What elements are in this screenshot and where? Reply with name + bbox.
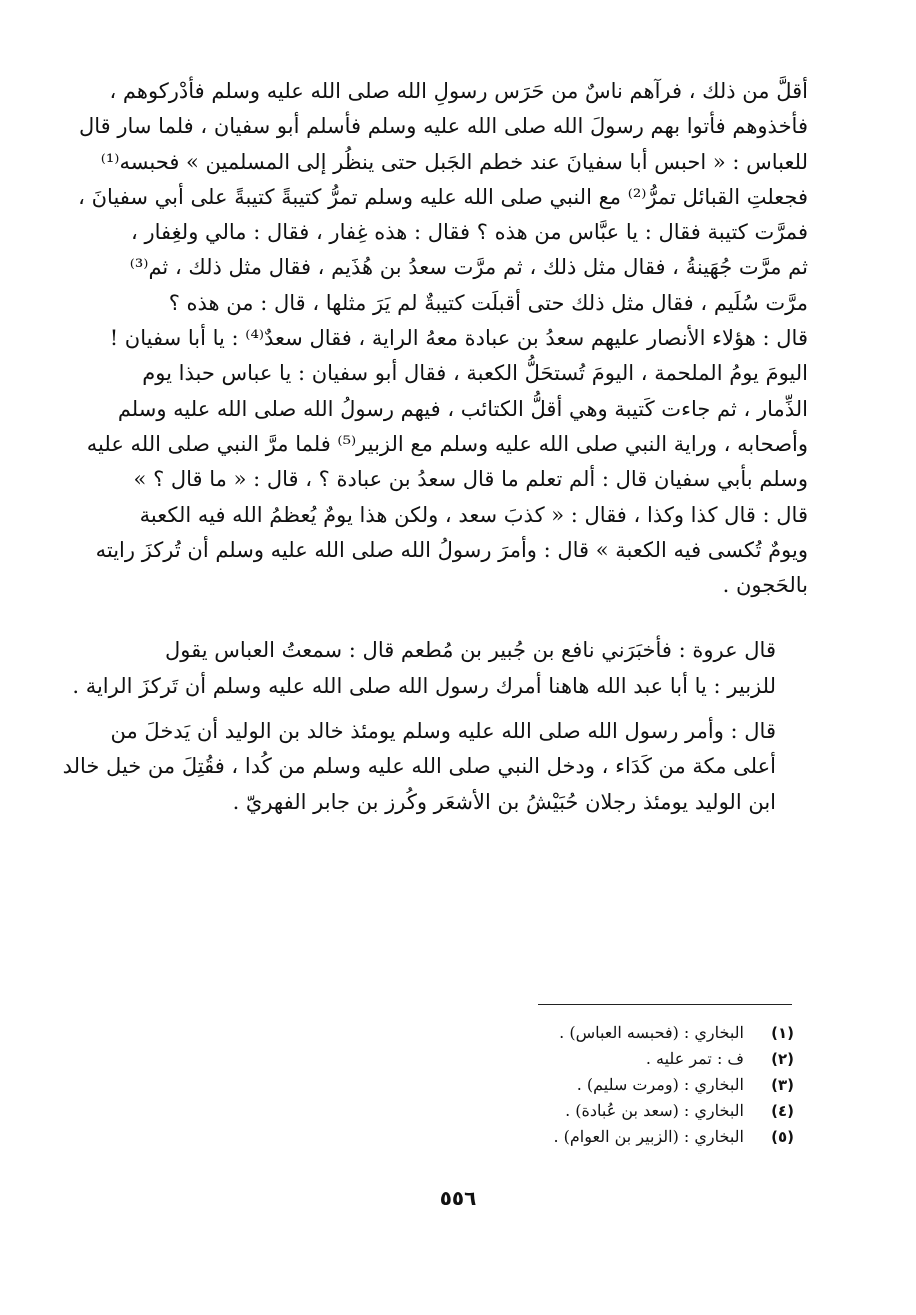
footnote-number: (٢) xyxy=(771,1050,794,1068)
paragraph-3 xyxy=(62,714,808,820)
footnote-number: (٥) xyxy=(771,1128,794,1146)
footnote-text: البخاري : (سعد بن عُبادة) . xyxy=(565,1101,744,1120)
paragraph-1 xyxy=(78,74,808,603)
text-line: قال : هؤلاء الأنصار عليهم سعدُ بن عبادة معهُ الراية ، فقال سعدٌ⁽⁴⁾ : يا أبا سفيان ! xyxy=(109,326,808,351)
text-line: فمرَّت كتيبة فقال : يا عبَّاس من هذه ؟ فقال : هذه غِفار ، فقال : مالي ولغِفار ، xyxy=(131,220,808,245)
text-line: أقلَّ من ذلك ، فرآهم ناسٌ من حَرَس رسولِ الله صلى الله عليه وسلم فأدْركوهم ، xyxy=(109,79,808,103)
footnote-divider xyxy=(538,1004,792,1005)
text-line: ويومٌ تُكسى فيه الكعبة » قال : وأمرَ رسولُ الله صلى الله عليه وسلم أن تُركزَ رايته xyxy=(95,537,808,562)
footnote-item xyxy=(294,1020,794,1046)
text-line: قال عروة : فأخبَرَني نافع بن جُبير بن مُطعم قال : سمعتُ العباس يقول xyxy=(164,638,776,663)
page-number: ٥٥٦ xyxy=(439,1186,477,1210)
footnote-item xyxy=(294,1072,794,1098)
text-line: للزبير : يا أبا عبد الله هاهنا أمرك رسول الله صلى الله عليه وسلم أن تَركزَ الراية . xyxy=(72,673,776,698)
footnote-number: (٤) xyxy=(771,1102,794,1120)
footnotes-section xyxy=(294,1020,794,1150)
text-line: للعباس : « احبس أبا سفيانَ عند خطم الجَبل حتى ينظُر إلى المسلمين » فحبسه⁽¹⁾ xyxy=(100,149,808,174)
footnote-number: (٣) xyxy=(771,1076,794,1094)
footnote-item xyxy=(294,1046,794,1072)
footnote-text: ف : تمر عليه . xyxy=(645,1049,744,1068)
text-line: وسلم بأبي سفيان قال : ألم تعلم ما قال سعدُ بن عبادة ؟ ، قال : « ما قال ؟ » xyxy=(133,467,808,492)
footnote-text: البخاري : (ومرت سليم) . xyxy=(576,1075,744,1094)
main-text-body xyxy=(62,74,808,820)
text-line: قال : وأمر رسول الله صلى الله عليه وسلم يومئذ خالد بن الوليد أن يَدخلَ من xyxy=(110,719,776,744)
text-line: ابن الوليد يومئذ رجلان حُبَيْشُ بن الأشعَر وكُرز بن جابر الفهريّ . xyxy=(232,789,776,814)
text-line: قال : قال كذا وكذا ، فقال : « كذبَ سعد ، ولكن هذا يومٌ يُعظمُ الله فيه الكعبة xyxy=(139,502,808,527)
text-line: فجعلتِ القبائل تمرُّ⁽²⁾ مع النبي صلى الله عليه وسلم تمرُّ كتيبةً كتيبةً على أبي سفيانَ ، xyxy=(78,184,808,209)
paragraph-2 xyxy=(72,633,808,704)
footnote-item xyxy=(294,1124,794,1150)
text-line: مرَّت سُلَيم ، فقال مثل ذلك حتى أقبلَت كتيبةٌ لم يَرَ مثلها ، قال : من هذه ؟ xyxy=(168,290,808,315)
text-line: الذِّمار ، ثم جاءت كَتيبة وهي أقلُّ الكتائب ، فيهم رسولُ الله صلى الله عليه وسلم xyxy=(117,396,808,421)
text-line: فأخذوهم فأتوا بهم رسولَ الله صلى الله عليه وسلم فأسلم أبو سفيان ، فلما سار قال xyxy=(79,114,808,139)
text-line: بالحَجون . xyxy=(722,573,808,598)
footnote-item xyxy=(294,1098,794,1124)
text-line: وأصحابه ، وراية النبي صلى الله عليه وسلم مع الزبير⁽⁵⁾ فلما مرَّ النبي صلى الله عليه xyxy=(86,431,808,456)
text-line: أعلى مكة من كَدَاء ، ودخل النبي صلى الله عليه وسلم من كُدا ، فقُتِلَ من خيل خالد xyxy=(62,754,776,779)
footnote-text: البخاري : (فحبسه العباس) . xyxy=(559,1023,744,1042)
text-line: ثم مرَّت جُهَينةُ ، فقال مثل ذلك ، ثم مرَّت سعدُ بن هُذَيم ، فقال مثل ذلك ، ثم⁽³⁾ xyxy=(129,255,808,280)
footnote-number: (١) xyxy=(771,1024,794,1042)
text-line: اليومَ يومُ الملحمة ، اليومَ تُستحَلُّ الكعبة ، فقال أبو سفيان : يا عباس حبذا يوم xyxy=(142,361,808,386)
footnote-text: البخاري : (الزبير بن العوام) . xyxy=(553,1127,744,1146)
